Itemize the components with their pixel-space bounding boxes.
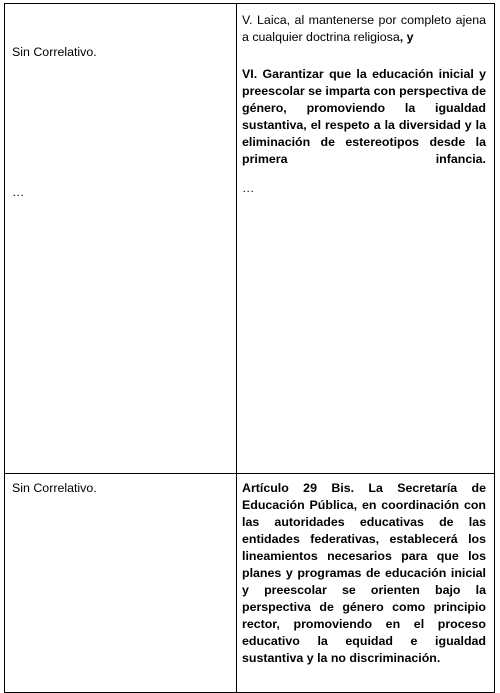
fraction-vi-word-infancia: infancia. [435, 152, 486, 166]
fraction-v-text: V. Laica, al mantenerse por completo ajena a cualquier doctrina religiosa [242, 13, 486, 44]
table-row [5, 474, 495, 693]
article-29-bis-text: Artículo 29 Bis. La Secretaría de Educación Pública, en coordinación con las autoridades educativas de las entidades federativas, establecerá los lineamientos necesarios para que los planes y programas de educación inicial y preescolar se orienten bajo la perspectiva de género como principio rector, promoviendo en el proceso educativo la equidad e igualdad sustantiva y la no discriminación. [242, 481, 486, 665]
proposed-text-cell [237, 474, 495, 693]
fraction-vi-text: VI. Garantizar que la educación inicial y preescolar se imparta con perspectiva de género, promoviendo la igualdad sustantiva, el respeto a la diversidad y la eliminación de estereotipos desde la [242, 67, 486, 149]
current-text-cell [5, 4, 237, 474]
table-row [5, 4, 495, 474]
fraction-v-paragraph [242, 12, 486, 46]
ellipsis-text: … [12, 185, 25, 199]
no-correlative-label: Sin Correlativo. [12, 45, 97, 59]
fraction-vi-paragraph [242, 66, 486, 168]
proposed-text-cell [237, 4, 495, 474]
comparison-table [4, 3, 495, 693]
ellipsis-text: … [242, 181, 255, 195]
fraction-v-bold-suffix: , y [399, 30, 414, 44]
no-correlative-label: Sin Correlativo. [12, 481, 97, 495]
current-text-cell [5, 474, 237, 693]
fraction-vi-word-primera: primera [242, 152, 288, 166]
